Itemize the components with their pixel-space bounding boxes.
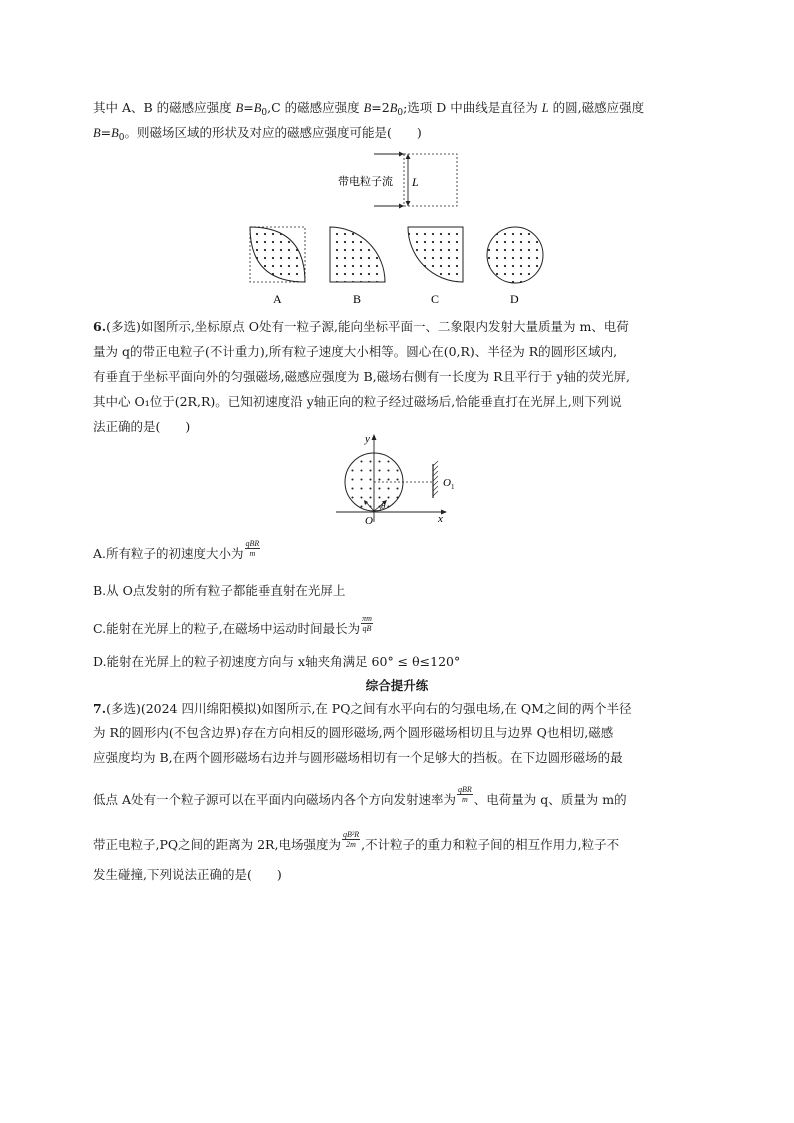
fraction (342, 830, 360, 849)
q7-line-3: 应强度均为 B,在两个圆形磁场右边并与圆形磁场相切有一个足够大的挡板。在下边圆形磁场的最 (93, 750, 623, 765)
denominator: m (249, 549, 256, 558)
denominator: m (462, 795, 468, 804)
beam-label: 带电粒子流 (338, 176, 393, 188)
option-B-label: B (353, 292, 362, 306)
q6-line-4: 其中心 O₁位于(2R,R)。已知初速度沿 y轴正向的粒子经过磁场后,恰能垂直打在光屏上,则下列说 (93, 394, 622, 409)
question-number: 7. (93, 701, 107, 716)
q7-line-2: 为 R的圆形内(不包含边界)存在方向相反的圆形磁场,两个圆形磁场相切且与边界 Q也相切,磁感 (93, 725, 614, 740)
option-A-label: A (273, 292, 282, 306)
q6-text: (多选)如图所示,坐标原点 O处有一粒子源,能向坐标平面一、二象限内发射大量质量为 m、电荷 (106, 319, 629, 334)
q6-line-1 (93, 318, 713, 336)
x-label: x (438, 513, 443, 525)
q5-text: 。则磁场区域的形状及对应的磁感应强度可能是( ) (124, 125, 422, 140)
screen-hatching (433, 461, 438, 496)
q5-beam-figure (330, 148, 470, 214)
q5-text: ,C 的磁感应强度 (267, 100, 364, 115)
q5-line-2 (93, 124, 713, 147)
q5-symbol: B (363, 101, 372, 115)
q7-line-4 (93, 785, 713, 810)
option-text: A.所有粒子的初速度大小为 (93, 546, 244, 561)
option-A-shape (250, 227, 305, 282)
option-B-shape (330, 227, 385, 282)
q5-subscript: 0 (261, 108, 268, 118)
q5-subscript: 0 (397, 108, 404, 118)
q5-text: = (100, 125, 112, 140)
q5-text: 其中 A、B 的磁感应强度 (93, 100, 236, 115)
O1-label: $O_1$ (443, 477, 455, 491)
question-number: 6. (93, 319, 107, 334)
beam-arrowhead-top (399, 152, 404, 157)
option-D-label: D (510, 292, 519, 306)
q6-line-3: 有垂直于坐标平面向外的匀强磁场,磁感应强度为 B,磁场右侧有一长度为 R且平行于 y轴的荧光屏, (93, 369, 631, 384)
q6-option-B: B.从 O点发射的所有粒子都能垂直射在光屏上 (93, 583, 346, 598)
option-text: C.能射在光屏上的粒子,在磁场中运动时间最长为 (93, 621, 361, 636)
q7-text: (多选)(2024 四川绵阳模拟)如图所示,在 PQ之间有水平向右的匀强电场,在 QM之间的两个半径 (106, 701, 632, 716)
q5-symbol: B (93, 126, 101, 140)
q5-symbol: B (235, 101, 244, 115)
q7-text: 带正电粒子,PQ之间的距离为 2R,电场强度为 (93, 837, 341, 852)
q6-line-5: 法正确的是( ) (93, 419, 191, 434)
y-axis-arrow (372, 434, 377, 440)
L-arrow-up (406, 154, 411, 159)
numerator: πm (362, 614, 372, 623)
q5-text: =2 (371, 100, 390, 115)
L-label: L (412, 175, 419, 189)
numerator: qB²R (342, 830, 360, 839)
q5-text: ;选项 D 中曲线是直径为 (403, 100, 542, 115)
denominator: 2m (346, 840, 356, 849)
fraction (361, 614, 373, 633)
fraction (457, 785, 473, 804)
origin-label: O (365, 515, 373, 527)
q5-text: = (243, 100, 254, 115)
q5-subscript: 0 (118, 133, 125, 143)
q6-line-2: 量为 q的带正电粒子(不计重力),所有粒子速度大小相等。圆心在(0,R)、半径为 R的圆形区域内, (93, 344, 618, 359)
q5-line-1 (93, 99, 713, 122)
q7-line-5 (93, 830, 713, 855)
L-arrow-down (406, 201, 411, 206)
beam-arrowhead-bottom (399, 204, 404, 209)
q5-symbol: B (253, 101, 262, 115)
q7-text: 低点 A处有一个粒子源可以在平面内向磁场内各个方向发射速率为 (93, 792, 457, 807)
q5-symbol: L (541, 101, 549, 115)
q5-options-figure (245, 222, 555, 312)
q6-figure (330, 430, 460, 530)
numerator: qBR (458, 785, 472, 794)
q7-line-6: 发生碰撞,下列说法正确的是( ) (93, 867, 282, 882)
q5-text: 的圆,磁感应强度 (548, 100, 645, 115)
denominator: qB (362, 624, 372, 633)
option-D-shape (487, 227, 543, 283)
y-label: y (365, 433, 370, 445)
q5-symbol: B (111, 126, 119, 140)
section-title: 综合提升练 (365, 678, 429, 693)
fraction (245, 539, 261, 558)
q7-text: 、电荷量为 q、质量为 m的 (473, 792, 627, 807)
numerator: qBR (245, 539, 260, 548)
q7-text: ,不计粒子的重力和粒子间的相互作用力,粒子不 (361, 837, 620, 852)
q7-line-1 (93, 700, 713, 718)
q5-symbol: B (389, 101, 398, 115)
option-C-label: C (431, 292, 440, 306)
q6-option-A (93, 539, 713, 564)
theta-label: θ (381, 501, 386, 511)
option-C-shape (408, 227, 463, 282)
q6-option-D: D.能射在光屏上的粒子初速度方向与 x轴夹角满足 60° ≤ θ≤120° (93, 654, 461, 669)
